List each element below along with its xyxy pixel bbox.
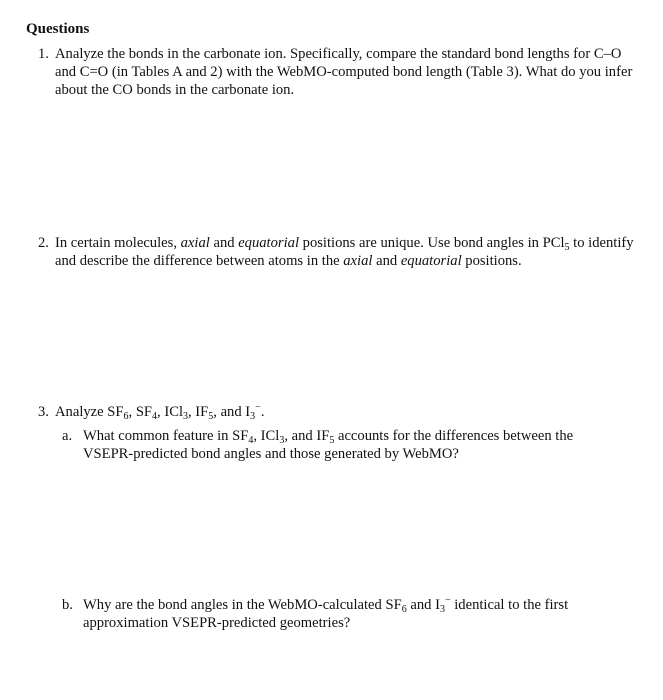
section-heading: Questions [26,21,90,37]
question-3 [38,403,638,421]
question-2-text: In certain molecules, axial and equatorial positions are unique. Use bond angles in PCl$_5$ to identify and describe the difference between atoms in the axial and equatorial positions. [55,235,634,269]
question-3a-letter: a. [62,428,73,444]
question-3-text: Analyze $SF_6$, $SF_4$, ICl$_3$, $IF_5$, and $I_3^-$. [55,402,265,422]
question-1-text: Analyze the bonds in the carbonate ion. Specifically, compare the standard bond lengths for C–O and C=O (in Tables A and 2) with the WebMO-computed bond length (Table 3). What do you infer about the CO bonds in the carbonate ion. [55,46,633,98]
question-3a-text: What common feature in $SF_4$, ICl$_3$, and $IF_5$ accounts for the differences between the VSEPR-predicted bond angles and those generated by WebMO? [83,428,574,462]
question-2 [38,234,638,270]
question-3-number: 3. [38,404,49,420]
question-1-number: 1. [38,46,49,62]
question-3b-letter: b. [62,597,73,613]
question-2-number: 2. [38,235,49,251]
question-3a [62,427,622,463]
question-3b [62,596,622,632]
question-3b-text: Why are the bond angles in the WebMO-calculated $SF_6$ and $I_3^-$ identical to the first approximation VSEPR-predicted geometries? [83,595,569,631]
question-1 [38,45,638,99]
